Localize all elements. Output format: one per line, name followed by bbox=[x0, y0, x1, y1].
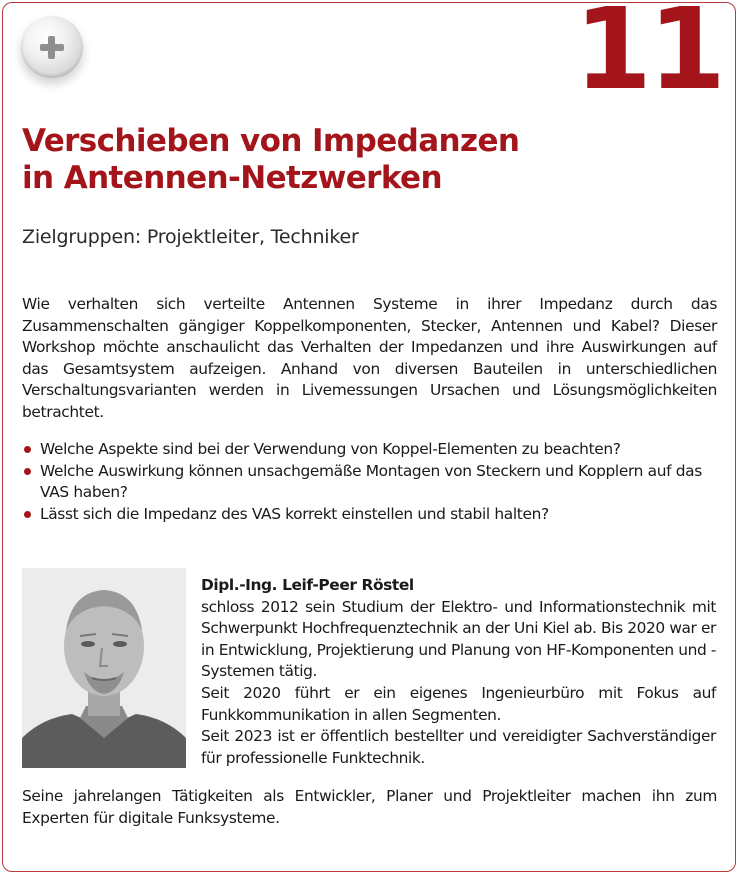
question-list bbox=[22, 439, 712, 525]
target-groups: Zielgruppen: Projektleiter, Techniker bbox=[22, 226, 359, 248]
list-item bbox=[22, 461, 712, 504]
intro-paragraph: Wie verhalten sich verteilte Antennen Systeme in ihrer Impedanz durch das Zusammenschalten gängiger Koppelkomponenten, Stecker, Antennen und Kabel? Dieser Workshop möchte anschaulicht das Verhalten der Impedanzen und ihre Auswirkungen auf das Gesamtsystem aufzeigen. Anhand von diversen Bauteilen in unterschiedlichen Verschaltungsvarianten werden in Livemessungen Ursachen und Lösungsmöglichkeiten betrachtet. bbox=[22, 295, 717, 421]
bullet-icon bbox=[24, 511, 31, 518]
list-item-text: Lässt sich die Impedanz des VAS korrekt einstellen und stabil halten? bbox=[40, 504, 549, 523]
portrait-illustration bbox=[22, 568, 186, 768]
bullet-icon bbox=[24, 446, 31, 453]
title-line-1: Verschieben von Impedanzen bbox=[22, 123, 520, 159]
page-title bbox=[22, 123, 582, 197]
speaker-photo bbox=[22, 568, 186, 768]
plus-icon-vertical bbox=[48, 36, 55, 59]
list-item-text: Welche Auswirkung können unsachgemäße Montagen von Steckern und Kopplern auf das VAS haben? bbox=[40, 461, 702, 502]
bio-paragraph-4: Seine jahrelangen Tätigkeiten als Entwickler, Planer und Projektleiter machen ihn zum Experten für digitale Funksysteme. bbox=[22, 787, 717, 827]
speaker-name: Dipl.-Ing. Leif-Peer Röstel bbox=[201, 576, 414, 594]
add-button[interactable] bbox=[21, 16, 83, 78]
bio-paragraph-1: schloss 2012 sein Studium der Elektro- und Informationstechnik mit Schwerpunkt Hochfrequenztechnik an der Uni Kiel ab. Bis 2020 war er in Entwicklung, Projektierung und Planung von HF-Komponenten und -Systemen tätig. bbox=[201, 597, 716, 681]
bio-paragraph-3: Seit 2023 ist er öffentlich bestellter und vereidigter Sachverständiger für professionelle Funktechnik. bbox=[201, 727, 716, 767]
title-line-2: in Antennen-Netzwerken bbox=[22, 160, 442, 196]
list-item bbox=[22, 504, 712, 526]
list-item bbox=[22, 439, 712, 461]
bio-paragraph-2: Seit 2020 führt er ein eigenes Ingenieurbüro mit Fokus auf Funkkommunikation in allen Segmenten. bbox=[201, 683, 716, 724]
session-number: 11 bbox=[574, 0, 722, 115]
speaker-bio bbox=[201, 575, 716, 769]
list-item-text: Welche Aspekte sind bei der Verwendung von Koppel-Elementen zu beachten? bbox=[40, 440, 621, 458]
bullet-icon bbox=[24, 468, 31, 475]
